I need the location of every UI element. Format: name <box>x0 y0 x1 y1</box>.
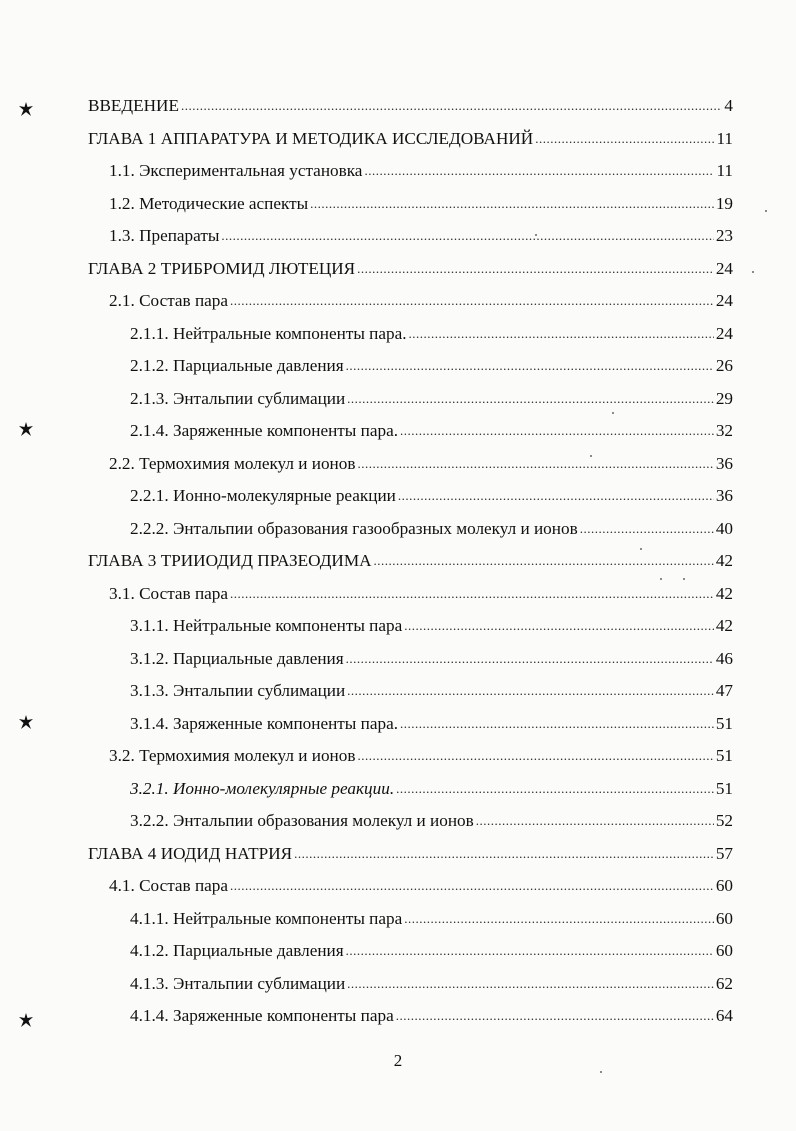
toc-entry-page: 42 <box>715 551 733 570</box>
toc-leader-dots <box>346 353 714 379</box>
toc-entry-page: 51 <box>715 746 733 765</box>
toc-leader-dots <box>346 938 714 964</box>
page-number: 2 <box>393 1051 403 1070</box>
toc-entry <box>88 256 733 282</box>
toc-entry-title: 4.1.4. Заряженные компоненты пара <box>130 1006 394 1025</box>
toc-entry-page: 51 <box>715 714 733 733</box>
toc-leader-dots <box>294 841 714 867</box>
toc-entry-title: 1.1. Экспериментальная установка <box>109 161 363 180</box>
toc-entry <box>130 1003 733 1029</box>
scan-speck <box>590 455 592 457</box>
toc-entry-page: 60 <box>715 876 733 895</box>
toc-entry-page: 42 <box>715 616 733 635</box>
punch-mark-icon <box>18 1012 34 1028</box>
toc-leader-dots <box>409 321 714 347</box>
toc-leader-dots <box>346 646 714 672</box>
toc-entry <box>109 223 733 249</box>
toc-entry-title: 1.3. Препараты <box>109 226 220 245</box>
toc-leader-dots <box>364 158 714 184</box>
toc-entry-page: 62 <box>715 974 733 993</box>
toc-entry-page: 19 <box>715 194 733 213</box>
toc-entry-title: 3.1. Состав пара <box>109 584 229 603</box>
toc-leader-dots <box>398 483 714 509</box>
toc-leader-dots <box>357 451 713 477</box>
toc-entry-title: 3.1.1. Нейтральные компоненты пара <box>130 616 403 635</box>
toc-leader-dots <box>476 808 714 834</box>
toc-entry-page: 60 <box>715 941 733 960</box>
toc-leader-dots <box>374 548 714 574</box>
toc-entry-page: 26 <box>715 356 733 375</box>
toc-entry-title: 2.1.1. Нейтральные компоненты пара. <box>130 324 407 343</box>
scan-speck <box>660 578 662 580</box>
toc-leader-dots <box>347 971 714 997</box>
toc-leader-dots <box>230 288 714 314</box>
toc-entry-title: ГЛАВА 2 ТРИБРОМИД ЛЮТЕЦИЯ <box>88 259 356 278</box>
toc-leader-dots <box>396 776 714 802</box>
toc-entry <box>130 613 733 639</box>
toc-leader-dots <box>396 1003 714 1029</box>
toc-entry-page: 23 <box>715 226 733 245</box>
scan-speck <box>765 210 767 212</box>
toc-entry-page: 64 <box>715 1006 733 1025</box>
toc-entry <box>130 678 733 704</box>
toc-entry-title: 2.2. Термохимия молекул и ионов <box>109 454 356 473</box>
toc-entry-title: ГЛАВА 1 АППАРАТУРА И МЕТОДИКА ИССЛЕДОВАНИЙ <box>88 129 534 148</box>
toc-entry <box>88 548 733 574</box>
toc-leader-dots <box>221 223 713 249</box>
toc-entry <box>109 451 733 477</box>
toc-entry-title: 3.1.2. Парциальные давления <box>130 649 344 668</box>
toc-entry-title: ГЛАВА 3 ТРИИОДИД ПРАЗЕОДИМА <box>88 551 372 570</box>
toc-entry <box>130 808 733 834</box>
toc-entry-page: 11 <box>716 161 733 180</box>
toc-entry <box>130 906 733 932</box>
toc-entry-page: 46 <box>715 649 733 668</box>
punch-mark-icon <box>18 421 34 437</box>
toc-leader-dots <box>404 613 714 639</box>
toc-leader-dots <box>347 678 714 704</box>
toc-entry <box>109 743 733 769</box>
toc-entry <box>130 938 733 964</box>
toc-entry-title: 3.2. Термохимия молекул и ионов <box>109 746 356 765</box>
toc-entry-title: 4.1. Состав пара <box>109 876 229 895</box>
toc-entry <box>130 646 733 672</box>
scan-speck <box>683 578 685 580</box>
toc-entry-page: 57 <box>715 844 733 863</box>
toc-entry-page: 32 <box>715 421 733 440</box>
toc-entry-title: ГЛАВА 4 ИОДИД НАТРИЯ <box>88 844 293 863</box>
toc-entry-title: 2.1.3. Энтальпии сублимации <box>130 389 346 408</box>
toc-entry-title: 2.1.4. Заряженные компоненты пара. <box>130 421 398 440</box>
toc-leader-dots <box>400 418 714 444</box>
toc-entry <box>130 418 733 444</box>
toc-leader-dots <box>230 581 714 607</box>
toc-entry-title: 2.1.2. Парциальные давления <box>130 356 344 375</box>
toc-entry-title: 3.1.3. Энтальпии сублимации <box>130 681 346 700</box>
toc-leader-dots <box>357 743 713 769</box>
toc-entry-title: 3.2.2. Энтальпии образования молекул и ионов <box>130 811 474 830</box>
toc-leader-dots <box>347 386 714 412</box>
toc-entry-page: 51 <box>715 779 733 798</box>
toc-entry <box>130 483 733 509</box>
toc-entry-page: 47 <box>715 681 733 700</box>
punch-mark-icon <box>18 714 34 730</box>
toc-entry-page: 11 <box>716 129 733 148</box>
toc-entry <box>130 386 733 412</box>
toc-entry <box>109 581 733 607</box>
scan-speck <box>752 271 754 273</box>
toc-entry <box>130 353 733 379</box>
toc-entry <box>130 321 733 347</box>
scan-speck <box>535 234 537 236</box>
toc-entry-page: 4 <box>724 96 733 115</box>
toc-entry-title: 3.2.1. Ионно-молекулярные реакции. <box>130 779 395 798</box>
toc-entry <box>88 841 733 867</box>
punch-mark-icon <box>18 101 34 117</box>
toc-entry-page: 36 <box>715 486 733 505</box>
scan-speck <box>600 1071 602 1073</box>
toc-entry <box>109 873 733 899</box>
toc-entry-page: 52 <box>715 811 733 830</box>
toc-entry-title: 4.1.1. Нейтральные компоненты пара <box>130 909 403 928</box>
toc-entry-title: 3.1.4. Заряженные компоненты пара. <box>130 714 398 733</box>
scan-speck <box>640 548 642 550</box>
toc-entry-page: 60 <box>715 909 733 928</box>
toc-leader-dots <box>404 906 714 932</box>
toc-leader-dots <box>400 711 714 737</box>
toc-leader-dots <box>357 256 714 282</box>
toc-entry-page: 24 <box>715 259 733 278</box>
toc-entry <box>109 158 733 184</box>
toc-leader-dots <box>310 191 714 217</box>
toc-entry <box>130 711 733 737</box>
toc-entry <box>109 191 733 217</box>
toc-entry-title: 4.1.2. Парциальные давления <box>130 941 344 960</box>
toc-entry-page: 24 <box>715 324 733 343</box>
toc-entry-page: 24 <box>715 291 733 310</box>
toc-entry-title: 4.1.3. Энтальпии сублимации <box>130 974 346 993</box>
toc-entry-title: ВВЕДЕНИЕ <box>88 96 179 115</box>
toc-entry-page: 36 <box>715 454 733 473</box>
toc-entry <box>88 93 733 119</box>
toc-entry-title: 2.2.1. Ионно-молекулярные реакции <box>130 486 396 505</box>
toc-leader-dots <box>230 873 714 899</box>
toc-leader-dots <box>181 93 722 119</box>
toc-entry-page: 42 <box>715 584 733 603</box>
toc-entry <box>109 288 733 314</box>
toc-entry-title: 2.2.2. Энтальпии образования газообразных молекул и ионов <box>130 519 578 538</box>
toc-entry-page: 29 <box>715 389 733 408</box>
toc-entry-title: 1.2. Методические аспекты <box>109 194 309 213</box>
toc-entry <box>130 516 733 542</box>
scan-speck <box>612 412 614 414</box>
toc-entry <box>88 126 733 152</box>
toc-entry-page: 40 <box>715 519 733 538</box>
toc-entry <box>130 971 733 997</box>
toc-entry <box>130 776 733 802</box>
toc-entry-title: 2.1. Состав пара <box>109 291 229 310</box>
toc-leader-dots <box>580 516 714 542</box>
toc-leader-dots <box>535 126 714 152</box>
